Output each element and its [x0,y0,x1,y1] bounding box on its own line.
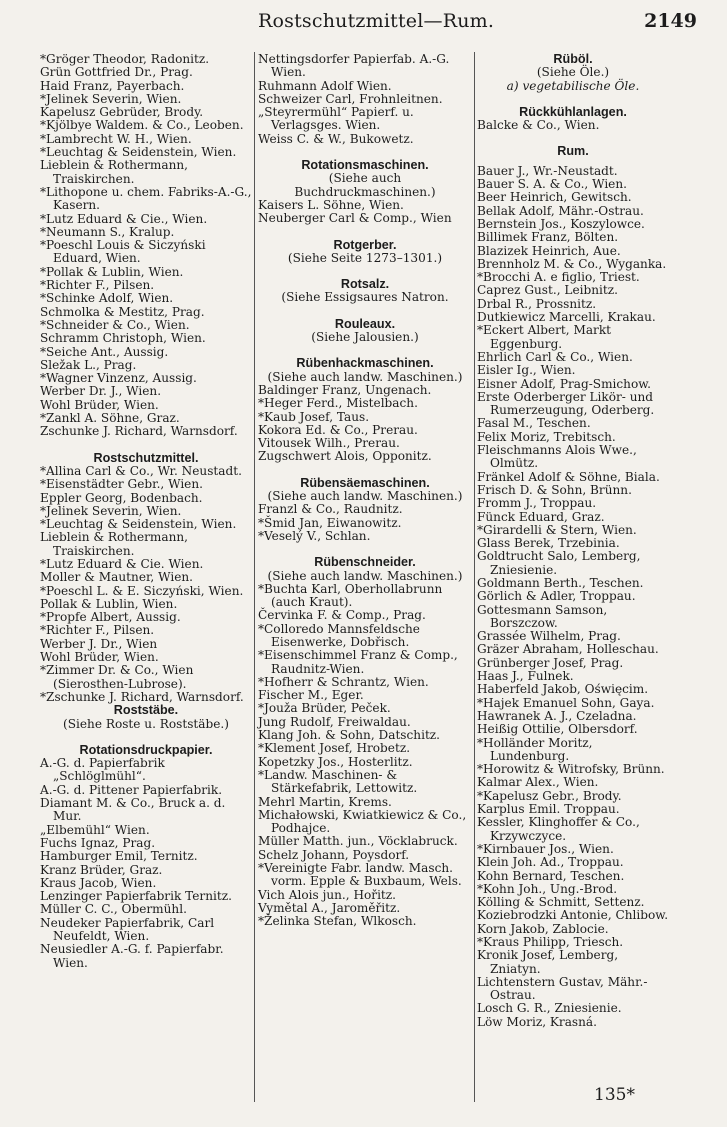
directory-entry: Felix Moriz, Trebitsch. [477,429,616,444]
directory-entry: A.-G. d. Papierfabrik „Schlöglmühl“. [40,756,165,784]
directory-entry: Goldtrucht Salo, Lemberg, Zniesienie. [477,549,641,577]
directory-entry: *Richter F., Pilsen. [40,278,155,293]
directory-entry: *Kapelusz Gebr., Brody. [477,788,622,803]
cross-reference: (Siehe Roste u. Roststäbe.) [63,716,229,731]
spacer [258,226,472,239]
column-rule [254,52,255,1102]
directory-entry: Neudeker Papierfabrik, Carl Neufeldt, Wien. [40,915,215,943]
directory-entry: Bauer S. A. & Co., Wien. [477,177,627,192]
directory-entry: Müller Matth. jun., Vöcklabruck. [258,834,458,849]
directory-entry: Fuchs Ignaz, Prag. [40,835,156,850]
directory-entry: *Landw. Maschinen- & Stärkefabrik, Lettowitz. [258,767,418,796]
directory-entry: Gräzer Abraham, Holleschau. [477,642,659,657]
directory-entry: „Steyrermühl“ Papierf. u. Verlagsges. Wien. [258,105,414,133]
directory-entry: Neuberger Carl & Comp., Wien [258,211,452,226]
directory-entry: Caprez Gust., Leibnitz. [477,283,618,298]
directory-entry: Baldinger Franz, Ungenach. [258,382,432,397]
directory-entry: Grassée Wilhelm, Prag. [477,629,621,644]
page-header [0,8,727,38]
directory-entry: Kessler, Klinghoffer & Co., Krzywczyce. [477,815,640,843]
directory-entry: *Colloredo Mannsfeldsche Eisenwerke, Dobřisch. [258,621,420,649]
directory-entry: Diamant M. & Co., Bruck a. d. Mur. [40,796,226,824]
directory-entry: Bauer J., Wr.-Neustadt. [477,163,618,178]
directory-entry: Fleischmanns Alois Wwe., Olmütz. [477,443,637,471]
directory-entry: Korn Jakob, Zablocie. [477,921,609,936]
directory-entry: Fünck Eduard, Graz. [477,509,605,524]
directory-entry: Müller C. C., Obermühl. [40,902,187,917]
printer-signature: 135* [594,1085,635,1105]
directory-entry: Fasal M., Teschen. [477,416,591,431]
directory-entry: *Želinka Stefan, Wlkosch. [258,914,417,929]
directory-entry: Kranz Brüder, Graz. [40,862,163,877]
directory-entry: *Hofherr & Schrantz, Wien. [258,674,429,689]
directory-entry: Werber J. Dr., Wien [40,636,158,651]
spacer [477,93,669,106]
directory-entry: Kokora Ed. & Co., Prerau. [258,422,418,437]
directory-entry: Eisler Ig., Wien. [477,363,576,378]
directory-entry: *Zankl A. Söhne, Graz. [40,411,180,426]
cross-reference: (Siehe auch Buchdruckmaschinen.) [294,171,436,199]
directory-entry: Kaisers L. Söhne, Wien. [258,197,404,212]
directory-entry: Fränkel Adolf & Söhne, Biala. [477,469,660,484]
directory-entry: Hamburger Emil, Ternitz. [40,849,198,864]
directory-entry: Michałowski, Kwiatkiewicz & Co., Podhajce. [258,807,467,836]
section-heading: Rouleaux. [334,316,396,331]
directory-entry: Eppler Georg, Bodenbach. [40,490,203,505]
directory-entry: *Poeschl L. & E. Siczyński, Wien. [40,583,244,598]
directory-entry: Heißig Ottilie, Olbersdorf. [477,722,638,737]
directory-entry: Dutkiewicz Marcelli, Krakau. [477,310,656,325]
directory-entry: *Kjölbye Waldem. & Co., Leoben. [40,118,244,133]
directory-entry: Lieblein & Rothermann, Traiskirchen. [40,530,189,558]
directory-entry: *Eckert Albert, Markt Eggenburg. [477,323,612,351]
directory-entry: Zugschwert Alois, Opponitz. [258,449,432,464]
directory-entry: *Schinke Adolf, Wien. [40,291,174,306]
directory-entry: *Zimmer Dr. & Co., Wien (Sierosthen-Lubrose). [40,663,194,691]
cross-reference: (Siehe auch landw. Maschinen.) [267,568,463,583]
directory-entry: Wohl Brüder, Wien. [40,650,159,665]
directory-entry: *Šmid Jan, Eiwanowitz. [258,515,402,530]
directory-entry: *Allina Carl & Co., Wr. Neustadt. [40,463,242,478]
directory-entry: Vitousek Wilh., Prerau. [258,436,400,451]
directory-entry: Neusiedler A.-G. f. Papierfabr. Wien. [40,942,224,970]
directory-entry: Kohn Bernard, Teschen. [477,868,625,883]
directory-entry: *Seiche Ant., Aussig. [40,344,169,359]
directory-entry: Goldmann Berth., Teschen. [477,575,644,590]
directory-entry: Grün Gottfried Dr., Prag. [40,65,193,80]
directory-entry: *Richter F., Pilsen. [40,623,155,638]
directory-entry: Klang Joh. & Sohn, Datschitz. [258,728,441,743]
directory-entry: Moller & Mautner, Wien. [40,570,193,585]
cross-reference: (Siehe Öle.) [536,65,610,80]
directory-entry: Fromm J., Troppau. [477,496,597,511]
directory-entry: *Kirnbauer Jos., Wien. [477,841,614,856]
directory-entry: *Klement Josef, Hrobetz. [258,741,411,756]
directory-entry: *Lambrecht W. H., Wien. [40,131,192,146]
directory-entry: Jung Rudolf, Freiwaldau. [258,714,411,729]
directory-entry: Bellak Adolf, Mähr.-Ostrau. [477,203,644,218]
directory-entry: Schmolka & Mestitz, Prag. [40,304,205,319]
section-heading: Rostschutzmittel. [93,450,199,465]
directory-entry: Kalmar Alex., Wien. [477,775,599,790]
directory-entry: Karplus Emil. Troppau. [477,802,620,817]
section-heading: Roststäbe. [113,703,179,718]
page-number: 2149 [644,10,697,32]
directory-entry: *Eisenstädter Gebr., Wien. [40,477,203,492]
directory-entry: Losch G. R., Zniesienie. [477,1001,622,1016]
cross-reference: (Siehe Essigsaures Natron. [281,290,449,305]
directory-entry: Kopetzky Jos., Hosterlitz. [258,754,413,769]
section-heading: Rübensäemaschinen. [300,475,430,490]
directory-entry: Gottesmann Samson, Borszczow. [477,602,608,630]
directory-entry: *Jelinek Severin, Wien. [40,91,182,106]
directory-entry: Billimek Franz, Bölten. [477,230,619,245]
directory-entry: Balcke & Co., Wien. [477,118,600,133]
directory-entry: Klein Joh. Ad., Troppau. [477,855,624,870]
directory-entry: Schramm Christoph, Wien. [40,331,206,346]
section-heading: Rübenhackmaschinen. [296,356,434,371]
directory-entry: *Gröger Theodor, Radonitz. [40,52,210,66]
directory-entry: Vich Alois jun., Hořitz. [258,887,397,902]
directory-entry: Kapelusz Gebrüder, Brody. [40,105,204,120]
directory-entry: Drbal R., Prossnitz. [477,296,597,311]
directory-entry: *Heger Ferd., Mistelbach. [258,396,418,411]
directory-entry: Ruhmann Adolf Wien. [258,78,392,93]
directory-entry: Schweizer Carl, Frohnleitnen. [258,91,443,106]
directory-entry: *Leuchtag & Seidenstein, Wien. [40,517,237,532]
directory-entry: *Neumann S., Kralup. [40,224,175,239]
directory-entry: Brennholz M. & Co., Wyganka. [477,256,667,271]
directory-entry: Fischer M., Eger. [258,688,364,703]
directory-entry: *Jouža Brüder, Peček. [258,701,391,716]
spacer [258,464,472,477]
directory-entry: Werber Dr. J., Wien. [40,384,162,399]
directory-entry: Bernstein Jos., Koszylowce. [477,216,645,231]
cross-reference: (Siehe Seite 1273–1301.) [287,250,443,265]
directory-entry: Kraus Jacob, Wien. [40,875,157,890]
directory-entry: Wohl Brüder, Wien. [40,397,159,412]
directory-entry: Hawranek A. J., Czeladna. [477,708,637,723]
spacer [40,731,252,744]
page-title: Rostschutzmittel—Rum. [258,10,495,32]
section-heading: Rotationsmaschinen. [301,158,429,173]
directory-entry: Löw Moriz, Krasná. [477,1014,597,1029]
directory-entry: *Kraus Philipp, Triesch. [477,935,624,949]
directory-entry: Beer Heinrich, Gewitsch. [477,190,632,205]
spacer [258,305,472,318]
spacer [40,439,252,452]
directory-entry: *Lutz Eduard & Cie. Wien. [40,556,204,571]
section-heading: Rotgerber. [333,237,397,252]
directory-entry: *Hajek Emanuel Sohn, Gaya. [477,695,655,710]
column-rule [474,52,475,1102]
directory-entry: *Holländer Moritz, Lundenburg. [477,735,593,763]
directory-entry: *Propfe Albert, Aussig. [40,610,181,625]
directory-entry: Kölling & Schmitt, Settenz. [477,895,645,910]
directory-entry: *Veselý V., Schlan. [258,528,371,543]
directory-entry: Glass Berek, Trzebinia. [477,536,620,551]
directory-entry: Görlich & Adler, Troppau. [477,589,636,604]
directory-entry: Eisner Adolf, Prag-Smichow. [477,376,652,391]
directory-entry: Ehrlich Carl & Co., Wien. [477,349,633,364]
directory-entry: *Lithopone u. chem. Fabriks-A.-G., Kasern. [40,184,252,213]
directory-entry: Haberfeld Jakob, Oświęcim. [477,682,649,697]
directory-entry: Weiss C. & W., Bukowetz. [258,131,414,146]
section-heading: Rum. [557,144,589,159]
section-heading: Rübenschneider. [314,555,416,570]
directory-entry: „Elbemühl“ Wien. [40,822,150,837]
directory-entry: *Zschunke J. Richard, Warnsdorf. [40,689,244,704]
section-heading: Rückkühlanlagen. [519,104,627,119]
directory-entry: Mehrl Martin, Krems. [258,794,392,809]
column-right [477,53,669,1029]
directory-entry: *Poeschl Louis & Siczyński Eduard, Wien. [40,238,206,266]
directory-entry: *Girardelli & Stern, Wien. [477,522,637,537]
directory-entry: *Pollak & Lublin, Wien. [40,264,184,279]
directory-entry: Grünberger Josef, Prag. [477,655,624,670]
cross-reference: (Siehe Jalousien.) [311,330,419,345]
directory-entry: Franzl & Co., Raudnitz. [258,502,403,517]
section-heading: Rüböl. [553,52,593,66]
directory-entry: Kronik Josef, Lemberg, Zniatyn. [477,948,619,976]
cross-reference: a) vegetabilische Öle. [506,78,640,93]
directory-entry: *Horowitz & Witrofsky, Brünn. [477,762,665,777]
directory-entry: Vymětal A., Jaroměřitz. [258,900,401,915]
directory-entry: *Eisenschimmel Franz & Comp., Raudnitz-Wien. [258,648,458,676]
directory-entry: Pollak & Lublin, Wien. [40,596,178,611]
directory-entry: *Leuchtag & Seidenstein, Wien. [40,145,237,160]
directory-entry: Lenzinger Papierfabrik Ternitz. [40,889,232,904]
directory-entry: *Jelinek Severin, Wien. [40,503,182,518]
section-heading: Rotsalz. [340,277,390,292]
directory-entry: *Kohn Joh., Ung.-Brod. [477,881,618,896]
directory-entry: A.-G. d. Pittener Papierfabrik. [40,782,223,797]
directory-entry: Nettingsdorfer Papierfab. A.-G. Wien. [258,52,450,80]
directory-entry: Erste Oderberger Likör- und Rumerzeugung, Oderberg. [477,389,655,418]
directory-entry: Schelz Johann, Poysdorf. [258,847,410,862]
cross-reference: (Siehe auch landw. Maschinen.) [267,489,463,504]
directory-entry: Lieblein & Rothermann, Traiskirchen. [40,158,189,186]
directory-entry: *Vereinigte Fabr. landw. Masch. vorm. Epple & Buxbaum, Wels. [258,861,462,889]
directory-entry: *Wagner Vinzenz, Aussig. [40,371,197,386]
directory-entry: Haas J., Fulnek. [477,669,574,684]
directory-entry: Haid Franz, Payerbach. [40,78,185,93]
column-middle [258,53,472,929]
directory-entry: Sležak L., Prag. [40,357,137,372]
section-heading: Rotationsdruckpapier. [79,742,213,757]
directory-entry: *Schneider & Co., Wien. [40,317,190,332]
column-left [40,53,252,970]
directory-entry: *Brocchi A. e figlio, Triest. [477,270,640,285]
directory-entry: *Lutz Eduard & Cie., Wien. [40,211,208,226]
cross-reference: (Siehe auch landw. Maschinen.) [267,369,463,384]
directory-entry: Frisch D. & Sohn, Brünn. [477,482,632,497]
directory-entry: *Buchta Karl, Oberhollabrunn (auch Kraut). [258,581,443,610]
directory-entry: Lichtenstern Gustav, Mähr.-Ostrau. [477,974,648,1003]
directory-entry: Koziebrodzki Antonie, Chlibow. [477,908,669,923]
directory-entry: Červinka F. & Comp., Prag. [258,608,426,623]
directory-entry: Zschunke J. Richard, Warnsdorf. [40,424,238,439]
directory-entry: *Kaub Josef, Taus. [258,409,370,424]
directory-entry: Blazizek Heinrich, Aue. [477,243,621,258]
